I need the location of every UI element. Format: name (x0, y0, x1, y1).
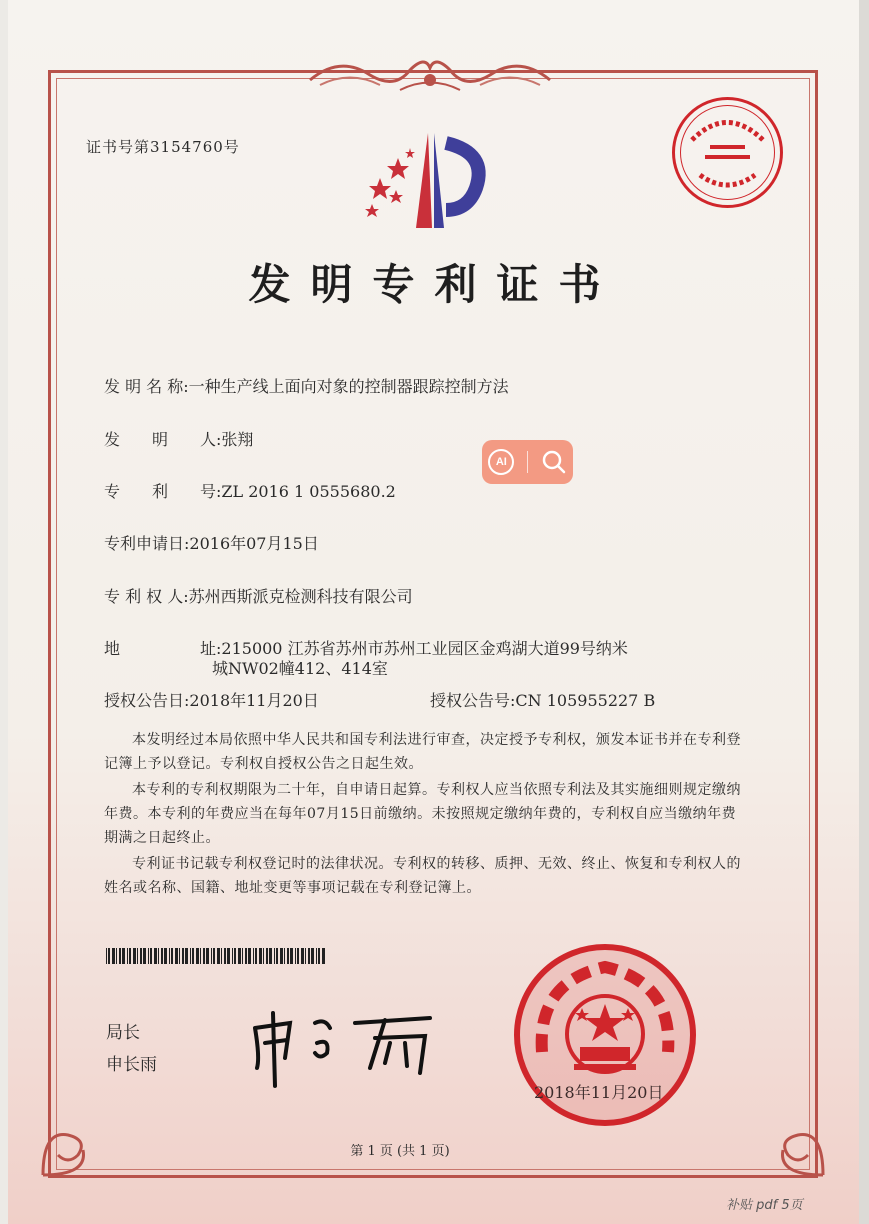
signer-title: 局长 (106, 1023, 140, 1043)
paragraph-3: 专利证书记载专利权登记时的法律状况。专利权的转移、质押、无效、终止、恢复和专利权人的姓名或名称、国籍、地址变更等事项记载在专利登记簿上。 (104, 856, 741, 896)
barcode-bar (106, 948, 107, 964)
barcode-bar (255, 948, 257, 964)
barcode-bar (269, 948, 272, 964)
barcode-bar (263, 948, 264, 964)
patentee-value: 苏州西斯派克检测科技有限公司 (188, 587, 413, 606)
barcode-bar (179, 948, 180, 964)
barcode-bar (211, 948, 212, 964)
barcode-bar (234, 948, 236, 964)
barcode-bar (322, 948, 325, 964)
barcode (106, 948, 326, 964)
barcode-bar (122, 948, 125, 964)
barcode-bar (227, 948, 230, 964)
barcode-bar (161, 948, 163, 964)
barcode-bar (276, 948, 278, 964)
seal-date: 2018年11月20日 (534, 1083, 664, 1102)
ai-icon[interactable]: AI (488, 449, 514, 475)
barcode-bar (232, 948, 233, 964)
barcode-bar (311, 948, 314, 964)
grant-number-value: CN 105955227 B (515, 691, 656, 710)
page-edge (859, 0, 869, 1224)
grant-number-label: 授权公告号: (430, 691, 516, 710)
barcode-bar (213, 948, 215, 964)
barcode-bar (297, 948, 299, 964)
barcode-bar (203, 948, 205, 964)
signer-name: 申长雨 (106, 1055, 157, 1075)
handwritten-signature (245, 998, 445, 1088)
patent-number-row (104, 479, 396, 502)
barcode-bar (148, 948, 149, 964)
barcode-bar (190, 948, 191, 964)
barcode-bar (253, 948, 254, 964)
certificate-number: 证书号第3154760号 (86, 138, 240, 156)
patentee-label: 专 利 权 人: (104, 587, 189, 606)
barcode-bar (217, 948, 220, 964)
barcode-bar (192, 948, 194, 964)
patent-number-value: ZL 2016 1 0555680.2 (221, 482, 396, 501)
top-ornament (300, 50, 560, 100)
barcode-bar (143, 948, 146, 964)
button-separator (527, 451, 528, 473)
filing-date-value: 2016年07月15日 (189, 534, 319, 553)
barcode-bar (108, 948, 110, 964)
patent-office-logo (358, 128, 498, 238)
barcode-bar (274, 948, 275, 964)
invention-name-label: 发 明 名 称: (104, 377, 189, 396)
barcode-bar (154, 948, 157, 964)
barcode-bar (164, 948, 167, 964)
grant-date-row (104, 688, 319, 711)
barcode-bar (127, 948, 128, 964)
barcode-bar (248, 948, 251, 964)
barcode-bar (224, 948, 226, 964)
handwritten-note: 补贴 pdf 5页 (726, 1198, 803, 1213)
barcode-bar (182, 948, 184, 964)
filing-date-label: 专利申请日: (104, 534, 190, 553)
barcode-bar (242, 948, 243, 964)
barcode-bar (266, 948, 268, 964)
barcode-bar (318, 948, 320, 964)
invention-name-value: 一种生产线上面向对象的控制器跟踪控制方法 (188, 377, 509, 396)
barcode-bar (116, 948, 117, 964)
barcode-bar (171, 948, 173, 964)
barcode-bar (137, 948, 138, 964)
invention-name-row (104, 374, 509, 397)
address-line2: 城NW02幢412、414室 (212, 659, 388, 678)
barcode-bar (206, 948, 209, 964)
barcode-bar (140, 948, 142, 964)
address-line1: 215000 江苏省苏州市苏州工业园区金鸡湖大道99号纳米 (221, 639, 628, 658)
certificate-title: 发明专利证书 (248, 260, 621, 309)
barcode-bar (150, 948, 152, 964)
barcode-bar (119, 948, 121, 964)
barcode-bar (238, 948, 241, 964)
inventor-row (104, 427, 253, 450)
barcode-bar (280, 948, 283, 964)
patentee-row (104, 584, 413, 607)
grant-date-label: 授权公告日: (104, 691, 190, 710)
barcode-bar (259, 948, 262, 964)
filing-date-row (104, 531, 319, 554)
inventor-label: 发 明 人: (104, 430, 222, 449)
barcode-bar (112, 948, 115, 964)
barcode-bar (169, 948, 170, 964)
barcode-bar (284, 948, 285, 964)
barcode-bar (129, 948, 131, 964)
address-label: 地 址: (104, 639, 222, 658)
barcode-bar (185, 948, 188, 964)
barcode-bar (305, 948, 306, 964)
barcode-bar (158, 948, 159, 964)
barcode-bar (308, 948, 310, 964)
paragraph-2: 本专利的专利权期限为二十年，自申请日起算。专利权人应当依照专利法及其实施细则规定缴纳年费。本专利的年费应当在每年07月15日前缴纳。未按照规定缴纳年费的，专利权自应当缴纳年费期满之日起终止。 (104, 782, 741, 846)
barcode-bar (133, 948, 136, 964)
ai-search-button[interactable] (482, 440, 573, 484)
barcode-bar (316, 948, 317, 964)
barcode-bar (245, 948, 247, 964)
tax-stamp (670, 95, 785, 210)
barcode-bar (200, 948, 201, 964)
barcode-bar (221, 948, 222, 964)
barcode-bar (290, 948, 293, 964)
patent-number-label: 专 利 号: (104, 482, 222, 501)
barcode-bar (196, 948, 199, 964)
paragraph-1: 本发明经过本局依照中华人民共和国专利法进行审查，决定授予专利权，颁发本证书并在专利登记簿上予以登记。专利权自授权公告之日起生效。 (104, 732, 741, 772)
inventor-value: 张翔 (221, 430, 254, 449)
page-number: 第 1 页 (共 1 页) (350, 1144, 450, 1159)
barcode-bar (175, 948, 178, 964)
grant-date-value: 2018年11月20日 (189, 691, 319, 710)
barcode-bar (295, 948, 296, 964)
search-icon[interactable] (541, 449, 567, 475)
barcode-bar (287, 948, 289, 964)
barcode-bar (301, 948, 304, 964)
grant-number-row (430, 688, 655, 711)
